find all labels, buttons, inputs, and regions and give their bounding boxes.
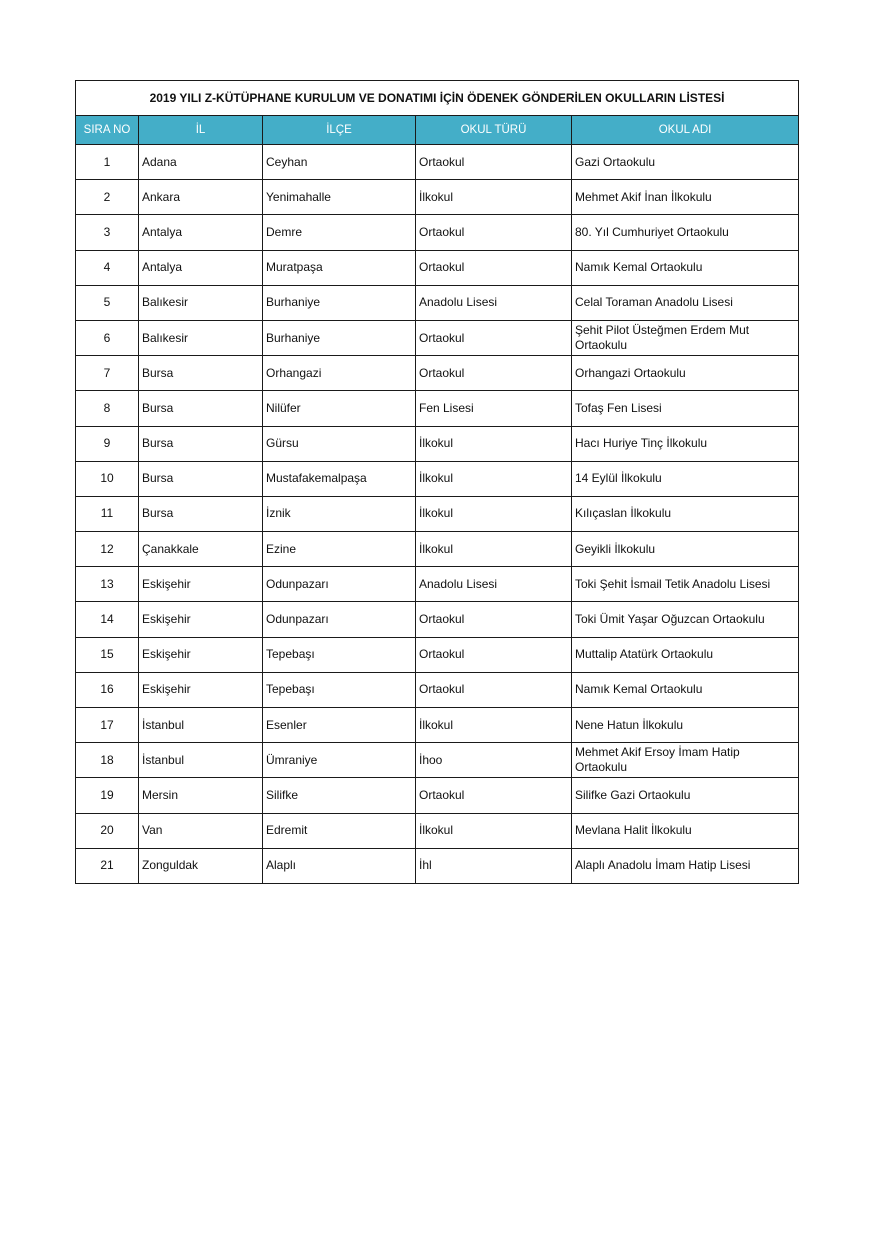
table-title: 2019 YILI Z-KÜTÜPHANE KURULUM VE DONATIMI İÇİN ÖDENEK GÖNDERİLEN OKULLARIN LİSTESİ: [76, 81, 799, 116]
table-row: [76, 602, 799, 637]
cell-ilce: Odunpazarı: [263, 567, 416, 602]
cell-okul-adi: Mehmet Akif İnan İlkokulu: [572, 180, 799, 215]
table-row: [76, 215, 799, 250]
cell-okul-turu: Ortaokul: [416, 602, 572, 637]
cell-okul-adi: Şehit Pilot Üsteğmen Erdem Mut Ortaokulu: [572, 320, 799, 355]
cell-okul-turu: İlkokul: [416, 813, 572, 848]
cell-okul-adi: Gazi Ortaokulu: [572, 145, 799, 180]
cell-il: Eskişehir: [139, 672, 263, 707]
cell-il: Antalya: [139, 250, 263, 285]
school-list-table: [75, 80, 799, 884]
cell-il: Ankara: [139, 180, 263, 215]
cell-ilce: Muratpaşa: [263, 250, 416, 285]
cell-sira-no: 13: [76, 567, 139, 602]
cell-sira-no: 1: [76, 145, 139, 180]
cell-okul-adi: Mehmet Akif Ersoy İmam Hatip Ortaokulu: [572, 743, 799, 778]
table-row: [76, 145, 799, 180]
cell-okul-turu: Ortaokul: [416, 637, 572, 672]
cell-okul-adi: Mevlana Halit İlkokulu: [572, 813, 799, 848]
header-ilce: İLÇE: [263, 116, 416, 145]
cell-il: Eskişehir: [139, 602, 263, 637]
cell-ilce: Nilüfer: [263, 391, 416, 426]
table-row: [76, 180, 799, 215]
cell-sira-no: 17: [76, 708, 139, 743]
cell-okul-turu: Ortaokul: [416, 356, 572, 391]
cell-sira-no: 12: [76, 532, 139, 567]
cell-okul-turu: Ortaokul: [416, 778, 572, 813]
cell-ilce: Mustafakemalpaşa: [263, 461, 416, 496]
cell-il: Bursa: [139, 426, 263, 461]
cell-il: Bursa: [139, 391, 263, 426]
cell-ilce: Ümraniye: [263, 743, 416, 778]
cell-sira-no: 2: [76, 180, 139, 215]
cell-sira-no: 18: [76, 743, 139, 778]
cell-sira-no: 19: [76, 778, 139, 813]
table-row: [76, 426, 799, 461]
cell-okul-turu: İhl: [416, 848, 572, 883]
cell-okul-adi: Tofaş Fen Lisesi: [572, 391, 799, 426]
cell-okul-turu: Anadolu Lisesi: [416, 567, 572, 602]
cell-il: Bursa: [139, 461, 263, 496]
cell-okul-adi: Toki Ümit Yaşar Oğuzcan Ortaokulu: [572, 602, 799, 637]
table-row: [76, 637, 799, 672]
cell-sira-no: 9: [76, 426, 139, 461]
cell-okul-adi: Toki Şehit İsmail Tetik Anadolu Lisesi: [572, 567, 799, 602]
cell-okul-turu: Anadolu Lisesi: [416, 285, 572, 320]
table-row: [76, 496, 799, 531]
cell-okul-turu: İlkokul: [416, 496, 572, 531]
cell-okul-turu: Fen Lisesi: [416, 391, 572, 426]
table-row: [76, 743, 799, 778]
cell-sira-no: 16: [76, 672, 139, 707]
cell-okul-adi: Hacı Huriye Tinç İlkokulu: [572, 426, 799, 461]
cell-ilce: Tepebaşı: [263, 672, 416, 707]
cell-okul-adi: Orhangazi Ortaokulu: [572, 356, 799, 391]
header-sira-no: SIRA NO: [76, 116, 139, 145]
cell-ilce: Ceyhan: [263, 145, 416, 180]
cell-sira-no: 21: [76, 848, 139, 883]
table-row: [76, 285, 799, 320]
table-row: [76, 813, 799, 848]
cell-sira-no: 4: [76, 250, 139, 285]
cell-il: Çanakkale: [139, 532, 263, 567]
cell-il: Adana: [139, 145, 263, 180]
table-row: [76, 532, 799, 567]
cell-okul-adi: Nene Hatun İlkokulu: [572, 708, 799, 743]
cell-il: İstanbul: [139, 708, 263, 743]
cell-ilce: Alaplı: [263, 848, 416, 883]
cell-okul-adi: Geyikli İlkokulu: [572, 532, 799, 567]
cell-okul-turu: Ortaokul: [416, 320, 572, 355]
header-il: İL: [139, 116, 263, 145]
cell-okul-adi: 14 Eylül İlkokulu: [572, 461, 799, 496]
cell-okul-turu: İlkokul: [416, 461, 572, 496]
cell-ilce: Ezine: [263, 532, 416, 567]
cell-okul-adi: Celal Toraman Anadolu Lisesi: [572, 285, 799, 320]
cell-okul-turu: Ortaokul: [416, 672, 572, 707]
cell-ilce: Orhangazi: [263, 356, 416, 391]
cell-okul-adi: 80. Yıl Cumhuriyet Ortaokulu: [572, 215, 799, 250]
cell-okul-turu: Ortaokul: [416, 250, 572, 285]
cell-ilce: Yenimahalle: [263, 180, 416, 215]
table-row: [76, 848, 799, 883]
cell-ilce: Burhaniye: [263, 320, 416, 355]
cell-okul-turu: Ortaokul: [416, 145, 572, 180]
cell-ilce: Edremit: [263, 813, 416, 848]
cell-ilce: Esenler: [263, 708, 416, 743]
table-row: [76, 320, 799, 355]
cell-ilce: Gürsu: [263, 426, 416, 461]
cell-sira-no: 3: [76, 215, 139, 250]
title-row: [76, 81, 799, 116]
cell-okul-turu: İlkokul: [416, 708, 572, 743]
cell-sira-no: 5: [76, 285, 139, 320]
cell-il: Antalya: [139, 215, 263, 250]
cell-okul-adi: Namık Kemal Ortaokulu: [572, 672, 799, 707]
cell-ilce: İznik: [263, 496, 416, 531]
cell-ilce: Tepebaşı: [263, 637, 416, 672]
cell-sira-no: 8: [76, 391, 139, 426]
cell-ilce: Burhaniye: [263, 285, 416, 320]
cell-okul-adi: Namık Kemal Ortaokulu: [572, 250, 799, 285]
cell-sira-no: 20: [76, 813, 139, 848]
header-okul-turu: OKUL TÜRÜ: [416, 116, 572, 145]
header-okul-adi: OKUL ADI: [572, 116, 799, 145]
table-row: [76, 567, 799, 602]
cell-sira-no: 6: [76, 320, 139, 355]
cell-sira-no: 14: [76, 602, 139, 637]
cell-il: Van: [139, 813, 263, 848]
table-row: [76, 250, 799, 285]
cell-okul-turu: İlkokul: [416, 532, 572, 567]
cell-il: Balıkesir: [139, 320, 263, 355]
table-row: [76, 391, 799, 426]
cell-okul-turu: Ortaokul: [416, 215, 572, 250]
cell-il: İstanbul: [139, 743, 263, 778]
cell-ilce: Odunpazarı: [263, 602, 416, 637]
cell-sira-no: 7: [76, 356, 139, 391]
cell-sira-no: 10: [76, 461, 139, 496]
header-row: [76, 116, 799, 145]
table-row: [76, 708, 799, 743]
cell-okul-turu: İlkokul: [416, 180, 572, 215]
cell-il: Zonguldak: [139, 848, 263, 883]
cell-ilce: Demre: [263, 215, 416, 250]
table-row: [76, 778, 799, 813]
cell-ilce: Silifke: [263, 778, 416, 813]
cell-sira-no: 11: [76, 496, 139, 531]
cell-okul-adi: Alaplı Anadolu İmam Hatip Lisesi: [572, 848, 799, 883]
cell-okul-adi: Kılıçaslan İlkokulu: [572, 496, 799, 531]
table-row: [76, 672, 799, 707]
cell-okul-adi: Silifke Gazi Ortaokulu: [572, 778, 799, 813]
table-row: [76, 461, 799, 496]
cell-okul-turu: İhoo: [416, 743, 572, 778]
cell-il: Bursa: [139, 496, 263, 531]
cell-il: Mersin: [139, 778, 263, 813]
cell-il: Eskişehir: [139, 567, 263, 602]
cell-il: Balıkesir: [139, 285, 263, 320]
cell-sira-no: 15: [76, 637, 139, 672]
cell-okul-turu: İlkokul: [416, 426, 572, 461]
cell-okul-adi: Muttalip Atatürk Ortaokulu: [572, 637, 799, 672]
cell-il: Bursa: [139, 356, 263, 391]
cell-il: Eskişehir: [139, 637, 263, 672]
table-row: [76, 356, 799, 391]
